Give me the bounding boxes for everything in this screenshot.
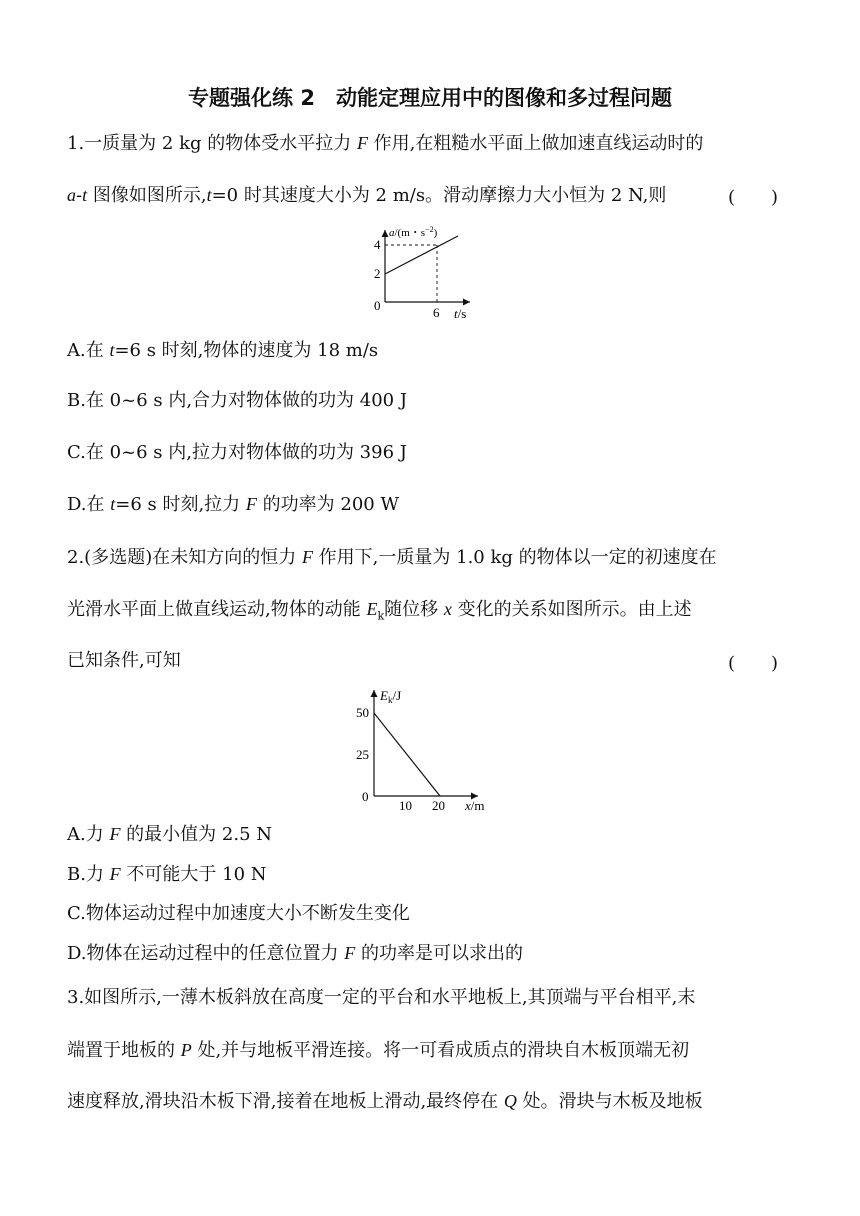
question-1-line-2: a-t 图像如图所示,t=0 时其速度大小为 2 m/s。滑动摩擦力大小恒为 2 N,则: [67, 185, 667, 206]
q1-origin-label: 0: [374, 298, 381, 313]
q1-option-a: A.在 t=6 s 时刻,物体的速度为 18 m/s: [67, 340, 379, 361]
question-2-line-2: 光滑水平面上做直线运动,物体的动能 $E_k$随位移 x 变化的关系如图所示。由上述: [67, 599, 692, 623]
q1-y-tick-2: 2: [374, 266, 381, 281]
q1-option-b: B.在 0~6 s 内,合力对物体做的功为 400 J: [67, 390, 408, 411]
q1-option-c: C.在 0~6 s 内,拉力对物体做的功为 396 J: [67, 442, 407, 463]
q1-acceleration-time-graph: [0, 224, 860, 324]
q1-data-line: [385, 236, 458, 274]
q2-option-b: B.力 F 不可能大于 10 N: [67, 864, 267, 885]
q2-option-c: C.物体运动过程中加速度大小不断发生变化: [67, 903, 410, 924]
q2-x-axis-label: x/m: [465, 798, 485, 813]
q2-x-tick-10: 10: [399, 798, 412, 813]
q2-origin-label: 0: [362, 789, 369, 804]
q2-option-d: D.物体在运动过程中的任意位置力 F 的功率是可以求出的: [67, 943, 523, 964]
q2-option-a: A.力 F 的最小值为 2.5 N: [67, 824, 272, 845]
page-title: 专题强化练 2 动能定理应用中的图像和多过程问题: [188, 86, 672, 110]
q2-x-tick-20: 20: [432, 798, 445, 813]
question-2-line-1: 2.(多选题)在未知方向的恒力 F 作用下,一质量为 1.0 kg 的物体以一定的初速度在: [67, 547, 717, 568]
question-2-answer-paren: ( ): [727, 653, 778, 674]
question-3-line-2: 端置于地板的 P 处,并与地板平滑连接。将一可看成质点的滑块自木板顶端无初: [67, 1040, 690, 1061]
q2-data-line: [374, 713, 440, 796]
q2-y-tick-50: 50: [356, 705, 369, 720]
q1-x-tick-6: 6: [433, 305, 440, 320]
question-3-line-1: 3.如图所示,一薄木板斜放在高度一定的平台和水平地板上,其顶端与平台相平,末: [67, 987, 696, 1008]
q1-option-d: D.在 t=6 s 时刻,拉力 F 的功率为 200 W: [67, 494, 399, 515]
q2-y-axis-label: $E_k/J$: [380, 688, 402, 705]
q2-y-tick-25: 25: [356, 747, 369, 762]
question-3-line-3: 速度释放,滑块沿木板下滑,接着在地板上滑动,最终停在 Q 处。滑块与木板及地板: [67, 1091, 703, 1112]
q2-kinetic-energy-displacement-graph: [0, 684, 860, 814]
question-2-line-3: 已知条件,可知: [67, 650, 181, 671]
question-1-line-1: 1.一质量为 2 kg 的物体受水平拉力 F 作用,在粗糙水平面上做加速直线运动时的: [67, 133, 704, 154]
question-1-answer-paren: ( ): [727, 187, 778, 208]
q1-y-axis-label: a/(m・$s^{-2}$): [389, 225, 438, 239]
q1-x-axis-label: t/s: [454, 306, 467, 321]
q1-y-tick-4: 4: [374, 237, 381, 252]
